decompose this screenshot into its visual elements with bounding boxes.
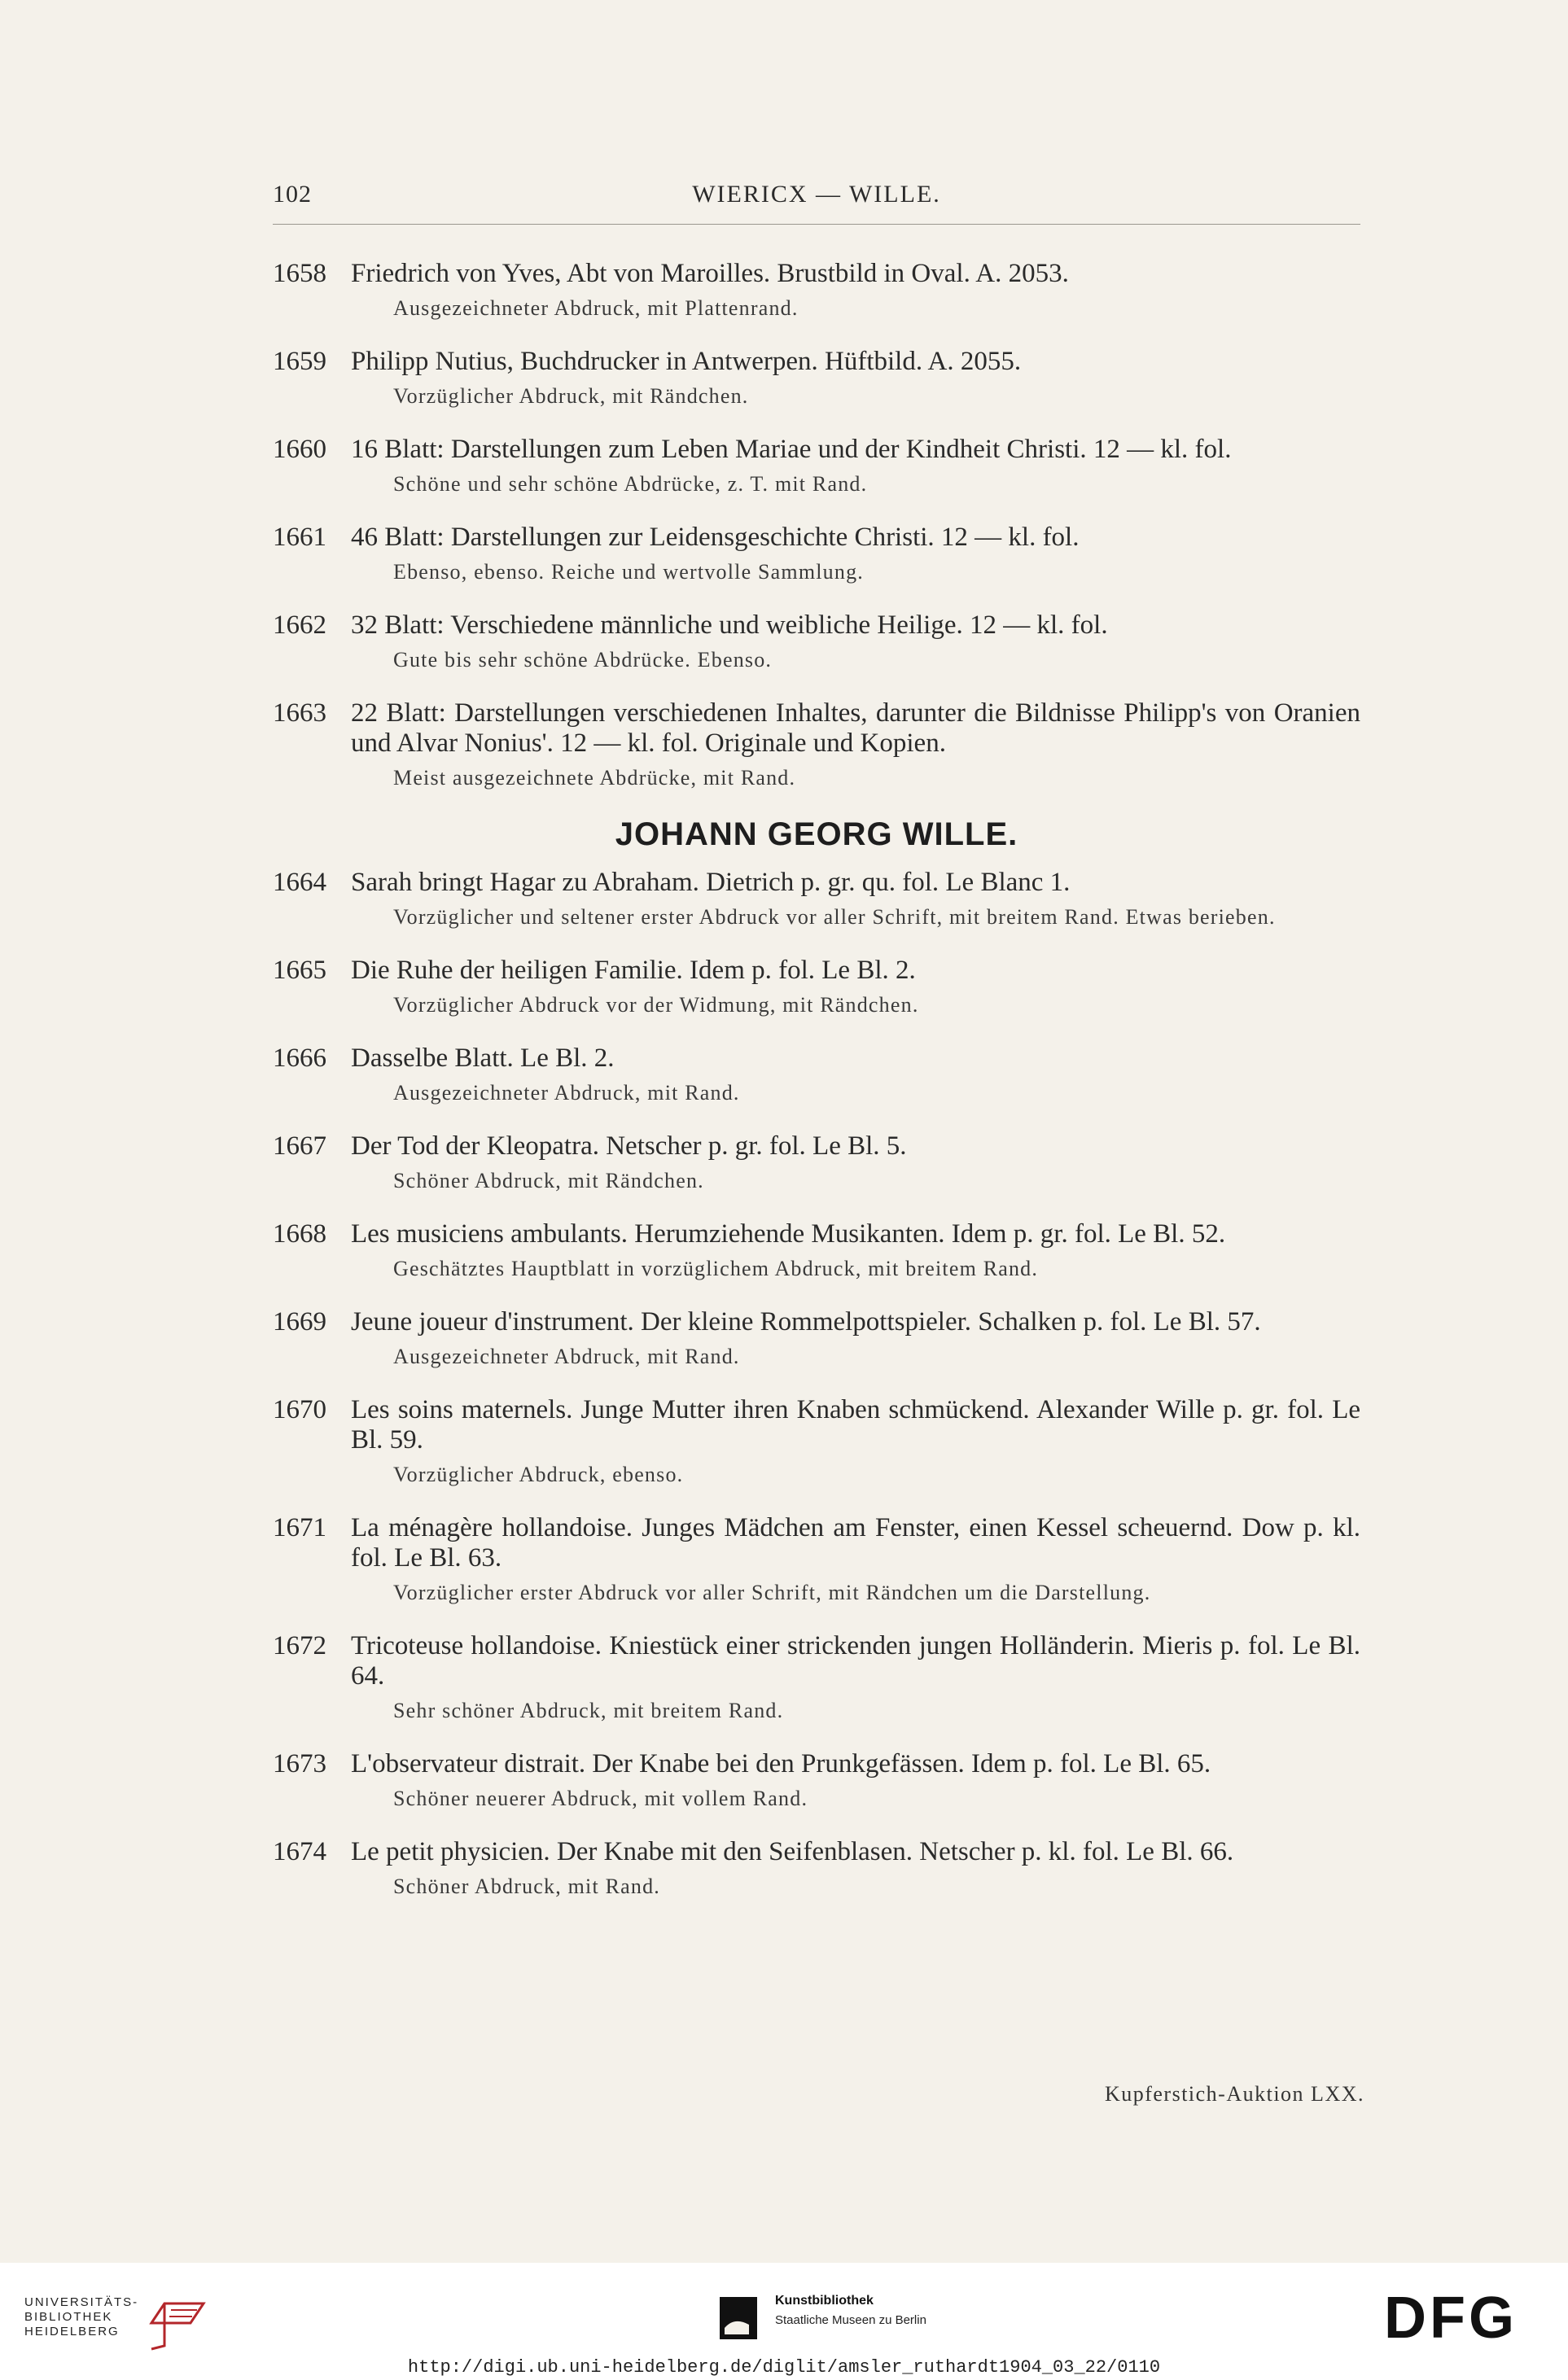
footer-note: Kupferstich-Auktion LXX.	[1104, 2082, 1364, 2106]
kunstbibliothek-subtitle: Staatliche Museen zu Berlin	[775, 2313, 926, 2327]
entry-number: 1663	[273, 698, 326, 728]
catalog-entries	[273, 259, 1360, 1925]
catalog-entry	[273, 1307, 1360, 1371]
entry-description: Vorzüglicher und seltener erster Abdruck vor aller Schrift, mit breitem Rand. Etwas berieben.	[393, 905, 1276, 929]
entry-description: Schöner Abdruck, mit Rändchen.	[393, 1169, 704, 1192]
permalink-url[interactable]: http://digi.ub.uni-heidelberg.de/diglit/amsler_ruthardt1904_03_22/0110	[407, 2357, 1161, 2378]
catalog-entry	[273, 1131, 1360, 1195]
entry-title: Jeune joueur d'instrument. Der kleine Rommelpottspieler. Schalken p. fol. Le Bl. 57.	[351, 1307, 1261, 1337]
catalog-entry	[273, 1749, 1360, 1813]
entry-number: 1665	[273, 956, 326, 985]
ub-line-2: BIBLIOTHEK	[24, 2310, 113, 2324]
entry-number: 1662	[273, 610, 326, 640]
entry-title: Friedrich von Yves, Abt von Maroilles. Brustbild in Oval. A. 2053.	[351, 259, 1069, 288]
entry-title: Tricoteuse hollandoise. Kniestück einer strickenden jungen Holländerin. Mieris p. fol. Le Bl. 64.	[351, 1631, 1360, 1691]
entry-title: Les soins maternels. Junge Mutter ihren Knaben schmückend. Alexander Wille p. gr. fol. Le Bl. 59.	[351, 1395, 1360, 1455]
ub-line-3: HEIDELBERG	[24, 2325, 120, 2338]
kunstbibliothek-logo[interactable]	[716, 2294, 977, 2343]
entry-number: 1661	[273, 523, 326, 552]
entry-description: Schöner neuerer Abdruck, mit vollem Rand.	[393, 1787, 808, 1810]
entry-title: Les musiciens ambulants. Herumziehende Musikanten. Idem p. gr. fol. Le Bl. 52.	[351, 1219, 1226, 1249]
ub-book-icon	[147, 2295, 215, 2352]
catalog-entry	[273, 610, 1360, 674]
entry-number: 1672	[273, 1631, 326, 1660]
catalog-entry	[273, 523, 1360, 586]
entry-title: Le petit physicien. Der Knabe mit den Seifenblasen. Netscher p. kl. fol. Le Bl. 66.	[351, 1837, 1234, 1866]
entry-number: 1668	[273, 1219, 326, 1249]
entry-description: Vorzüglicher Abdruck vor der Widmung, mit Rändchen.	[393, 993, 919, 1017]
entry-title: La ménagère hollandoise. Junges Mädchen am Fenster, einen Kessel scheuernd. Dow p. kl. fol. Le Bl. 63.	[351, 1513, 1360, 1573]
entry-number: 1674	[273, 1837, 326, 1866]
entry-number: 1659	[273, 347, 326, 376]
entry-number: 1666	[273, 1043, 326, 1073]
catalog-entry	[273, 1219, 1360, 1283]
entry-title: L'observateur distrait. Der Knabe bei den Prunkgefässen. Idem p. fol. Le Bl. 65.	[351, 1749, 1211, 1778]
entry-description: Schöner Abdruck, mit Rand.	[393, 1875, 660, 1898]
catalog-entry	[273, 1395, 1360, 1489]
viewer-footer-bar	[0, 2263, 1568, 2380]
catalog-entry	[273, 956, 1360, 1019]
entry-description: Sehr schöner Abdruck, mit breitem Rand.	[393, 1699, 784, 1722]
entry-title: Philipp Nutius, Buchdrucker in Antwerpen. Hüftbild. A. 2055.	[351, 347, 1022, 376]
entry-title: 32 Blatt: Verschiedene männliche und weibliche Heilige. 12 — kl. fol.	[351, 610, 1108, 640]
page-header	[273, 181, 1360, 213]
catalog-entry	[273, 698, 1360, 792]
entry-description: Ausgezeichneter Abdruck, mit Rand.	[393, 1345, 740, 1368]
entry-title: Die Ruhe der heiligen Familie. Idem p. fol. Le Bl. 2.	[351, 956, 916, 985]
entry-description: Vorzüglicher Abdruck, mit Rändchen.	[393, 384, 749, 408]
kunstbibliothek-name: Kunstbibliothek	[775, 2294, 874, 2308]
ub-logo-text	[24, 2295, 138, 2339]
entry-number: 1670	[273, 1395, 326, 1424]
catalog-entry	[273, 347, 1360, 410]
entry-number: 1667	[273, 1131, 326, 1161]
catalog-entry	[273, 1513, 1360, 1607]
entry-description: Meist ausgezeichnete Abdrücke, mit Rand.	[393, 766, 796, 790]
entry-number: 1671	[273, 1513, 326, 1542]
section-heading: JOHANN GEORG WILLE.	[615, 816, 1018, 852]
entry-title: 16 Blatt: Darstellungen zum Leben Mariae und der Kindheit Christi. 12 — kl. fol.	[351, 435, 1232, 464]
ub-line-1: UNIVERSITÄTS-	[24, 2295, 139, 2309]
dfg-logo[interactable]: DFG	[1384, 2286, 1518, 2351]
entry-description: Vorzüglicher erster Abdruck vor aller Schrift, mit Rändchen um die Darstellung.	[393, 1581, 1151, 1604]
entry-title: Sarah bringt Hagar zu Abraham. Dietrich p. gr. qu. fol. Le Blanc 1.	[351, 868, 1071, 897]
entry-number: 1664	[273, 868, 326, 897]
entry-title: Dasselbe Blatt. Le Bl. 2.	[351, 1043, 615, 1073]
entry-description: Gute bis sehr schöne Abdrücke. Ebenso.	[393, 648, 773, 672]
catalog-entry	[273, 259, 1360, 322]
entry-title: 22 Blatt: Darstellungen verschiedenen Inhaltes, darunter die Bildnisse Philipp's von Oranien und Alvar Nonius'. 12 — kl. fol. Originale und Kopien.	[351, 698, 1360, 758]
entry-number: 1669	[273, 1307, 326, 1337]
running-head: WIERICX — WILLE.	[692, 181, 941, 208]
ub-heidelberg-logo[interactable]	[24, 2295, 220, 2352]
catalog-entry	[273, 1043, 1360, 1107]
entry-description: Ebenso, ebenso. Reiche und wertvolle Sammlung.	[393, 560, 864, 584]
entry-description: Vorzüglicher Abdruck, ebenso.	[393, 1463, 684, 1486]
header-rule	[273, 224, 1360, 225]
catalog-entry	[273, 1837, 1360, 1901]
entry-number: 1673	[273, 1749, 326, 1778]
entry-number: 1658	[273, 259, 326, 288]
entry-title: 46 Blatt: Darstellungen zur Leidensgeschichte Christi. 12 — kl. fol.	[351, 523, 1080, 552]
entry-title: Der Tod der Kleopatra. Netscher p. gr. fol. Le Bl. 5.	[351, 1131, 907, 1161]
catalog-entry	[273, 435, 1360, 498]
entry-description: Geschätztes Hauptblatt in vorzüglichem Abdruck, mit breitem Rand.	[393, 1257, 1039, 1280]
entry-number: 1660	[273, 435, 326, 464]
entry-description: Ausgezeichneter Abdruck, mit Plattenrand.	[393, 296, 799, 320]
entry-description: Schöne und sehr schöne Abdrücke, z. T. mit Rand.	[393, 472, 868, 496]
kunstbibliothek-mark-icon	[716, 2295, 764, 2341]
entry-description: Ausgezeichneter Abdruck, mit Rand.	[393, 1081, 740, 1105]
page-number: 102	[273, 181, 312, 208]
catalog-entry	[273, 1631, 1360, 1725]
catalog-entry	[273, 868, 1360, 931]
